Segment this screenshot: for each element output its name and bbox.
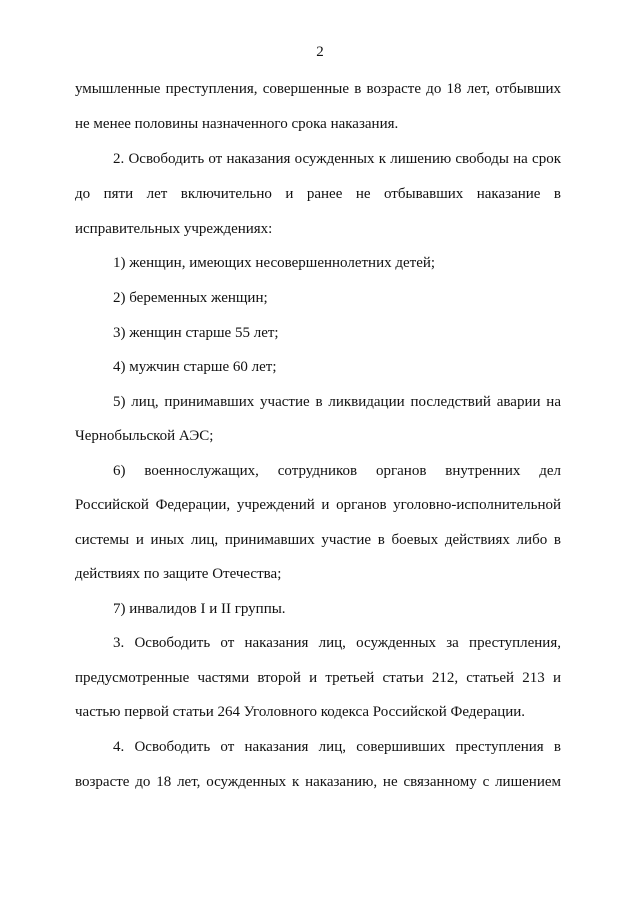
list-item: 7) инвалидов I и II группы. [113,601,286,617]
list-item: 6) военнослужащих, сотрудников органов внутренних дел [113,463,561,479]
page-number: 2 [316,44,324,60]
text-line: системы и иных лиц, принимавших участие в боевых действиях либо в [75,532,561,548]
list-item: 4) мужчин старше 60 лет; [113,359,277,375]
text-line: предусмотренные частями второй и третьей статьи 212, статьей 213 и [75,670,561,686]
list-item: 5) лиц, принимавших участие в ликвидации последствий аварии на [113,394,561,410]
text-line: умышленные преступления, совершенные в возрасте до 18 лет, отбывших [75,81,561,97]
text-line: частью первой статьи 264 Уголовного кодекса Российской Федерации. [75,704,526,720]
text-line: Российской Федерации, учреждений и органов уголовно-исполнительной [75,497,561,513]
text-line: действиях по защите Отечества; [75,566,282,582]
list-item: 2) беременных женщин; [113,290,268,306]
text-line: Чернобыльской АЭС; [75,428,214,444]
list-item: 3) женщин старше 55 лет; [113,325,279,341]
paragraph-2-start: 2. Освободить от наказания осужденных к лишению свободы на срок [113,151,561,167]
paragraph-3-start: 3. Освободить от наказания лиц, осужденных за преступления, [113,635,561,651]
text-line: не менее половины назначенного срока наказания. [75,116,399,132]
paragraph-4-start: 4. Освободить от наказания лиц, совершивших преступления в [113,739,561,755]
list-item: 1) женщин, имеющих несовершеннолетних детей; [113,255,436,271]
text-line: исправительных учреждениях: [75,221,273,237]
text-line: до пяти лет включительно и ранее не отбывавших наказание в [75,186,561,202]
text-line: возрасте до 18 лет, осужденных к наказанию, не связанному с лишением [75,774,561,790]
